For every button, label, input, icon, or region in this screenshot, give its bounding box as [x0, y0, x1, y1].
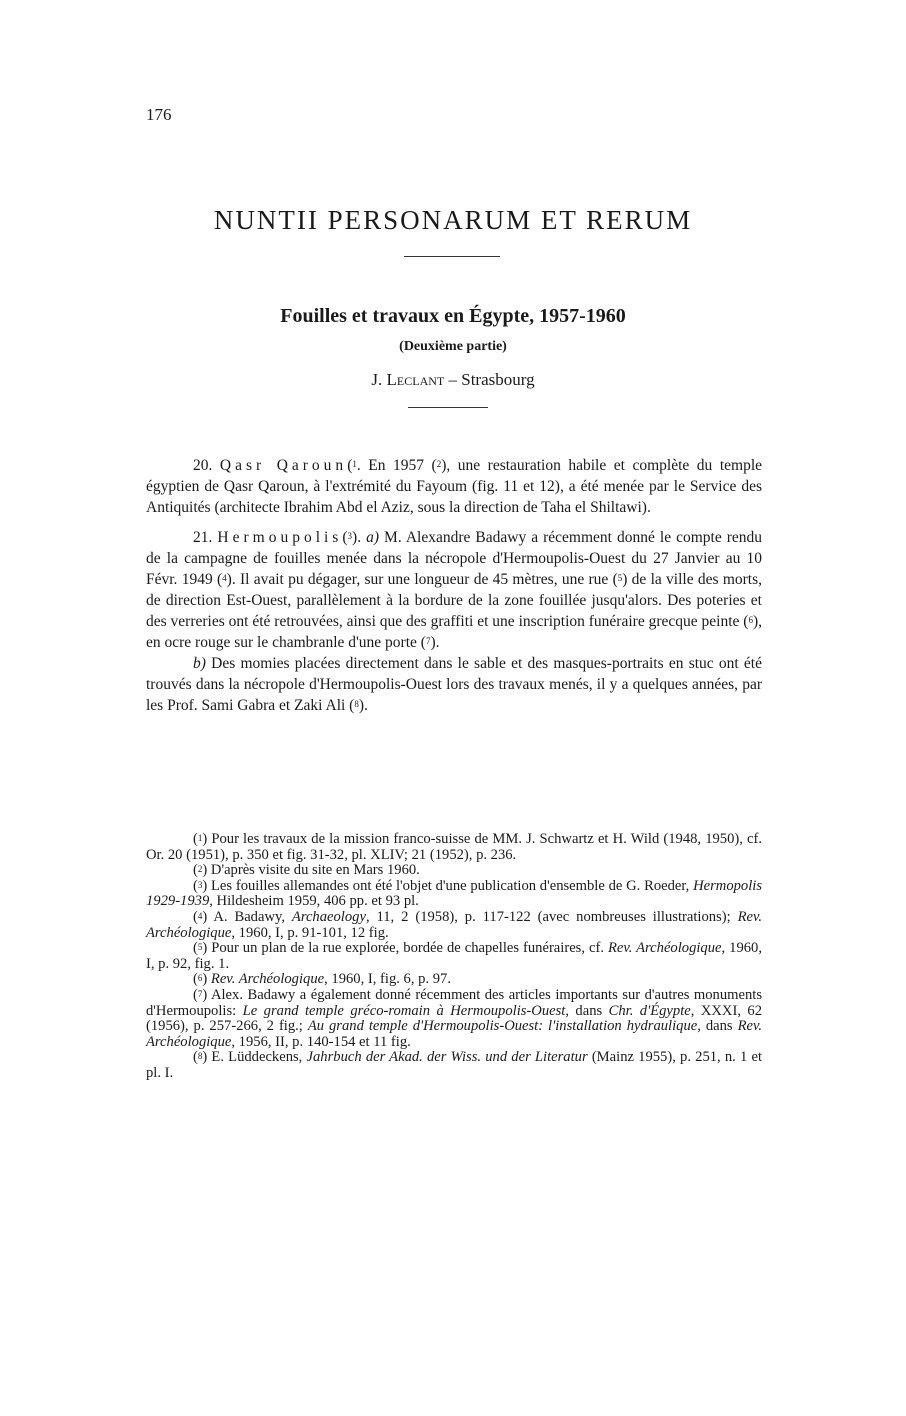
footnote-title: Rev. Archéologique [210, 971, 325, 988]
footnotes [146, 832, 762, 1082]
footnote-title: Rev. Archéologique [146, 908, 762, 941]
footnote-text: , dans [697, 1018, 738, 1035]
footnote-ref: 6 [748, 615, 753, 625]
footnote-text: D'après visite du site en Mars 1960. [207, 862, 420, 879]
footnote-title: Hermopolis 1929-1939 [146, 877, 762, 910]
paragraph-text: ). [430, 634, 440, 651]
article-body [146, 455, 762, 716]
site-name: Qasr Qaroun [219, 457, 348, 474]
footnote: ($^3$) Les fouilles allemandes ont été l'objet d'une publication d'ensemble de G. Roeder, Hermopolis 1929-1939, Hildesheim 1959, 406 pp. et 93 pl. [146, 877, 762, 910]
footnote-text: A. Badawy, [207, 908, 292, 925]
footnote-text: , XXXI, 62 (1956), p. 257-266, 2 fig.; [146, 1002, 763, 1035]
article-subtitle: (Deuxième partie) [399, 339, 507, 354]
footnote-text: E. Lüddeckens, [207, 1049, 307, 1066]
author-line [0, 370, 906, 390]
author-divider [408, 407, 488, 408]
paragraph-text: . En 1957 ( [356, 457, 437, 474]
footnote-text: , 1960, I, p. 92, fig. 1. [146, 940, 762, 972]
footnote: ($^8$) E. Lüddeckens, Jahrbuch der Akad. der Wiss. und der Literatur (Mainz 1955), p. 251, n. 1 et pl. I. [146, 1049, 762, 1081]
footnote-title: Rev. Archéologique [146, 1018, 762, 1050]
footnote-number: 2 [197, 864, 203, 875]
footnote-text: , 1960, I, p. 91-101, 12 fig. [231, 924, 389, 941]
footnote-title: Au grand temple d'Hermoupolis-Ouest: l'installation hydraulique [307, 1018, 698, 1035]
footnote-ref: 4 [222, 573, 227, 583]
footnote-text: , 1956, II, p. 140-154 et 11 fig. [231, 1033, 411, 1050]
footnote-number: 4 [197, 910, 203, 921]
footnote: ($^2$) D'après visite du site en Mars 1960. [193, 862, 420, 879]
paragraph-text: Des momies placées directement dans le sable et des masques-portraits en stuc ont été trouvés dans la nécropole d'Hermoupolis-Ouest lors des travaux menés, il y a quelques années, par les Prof. Sami Gabra et Zaki Ali ( [146, 655, 762, 714]
footnote-text: , 11, 2 (1958), p. 117-122 (avec nombreuses illustrations); [365, 908, 738, 925]
footnote-text: Les fouilles allemandes ont été l'objet d'une publication d'ensemble de G. Roeder, [207, 877, 694, 894]
section-number: 21. [193, 529, 213, 546]
footnote-number: 3 [197, 879, 203, 890]
paragraph-text: ), une restauration habile et complète du temple égyptien de Qasr Qaroun, à l'extrémité du Fayoum (fig. 11 et 12), a été menée par le Service des Antiquités (architecte Ibrahim Abd el Aziz, sous la direction de Taha el Shiltawi). [146, 457, 763, 516]
footnote-number: 8 [197, 1051, 203, 1062]
item-letter: b) [193, 655, 206, 672]
footnote-text: Alex. Badawy a également donné récemment des articles importants sur d'autres monuments d'Hermoupolis: [146, 986, 762, 1019]
footnote-text: Pour les travaux de la mission franco-suisse de MM. J. Schwartz et H. Wild (1948, 1950), cf. Or. 20 (1951), p. 350 et fig. 31-32, pl. XLIV; 21 (1952), p. 236. [146, 831, 762, 863]
footnote-title: Chr. d'Égypte [608, 1002, 691, 1019]
paragraph-text: ) de la ville des morts, de direction Est-Ouest, parallèlement à la bordure de la zone fouillée jusqu'alors. Des poteries et des verreries ont été retrouvées, ainsi que des graffiti et une inscription funéraire grecque peinte ( [146, 571, 762, 630]
page-number: 176 [146, 105, 172, 124]
footnote: ($^7$) Alex. Badawy a également donné récemment des articles importants sur d'autres monuments d'Hermoupolis: Le grand temple gréco-romain à Hermoupolis-Ouest, dans Chr. d'Égypte, XXXI, 62 (1956), p. 257-266, 2 fig.; Au grand temple d'Hermoupolis-Ouest: l'installation hydraulique, dans Rev. Archéologique, 1956, II, p. 140-154 et 11 fig. [146, 986, 763, 1050]
footnote: ($^6$) Rev. Archéologique, 1960, I, fig. 6, p. 97. [193, 971, 451, 988]
footnote-ref: 3 [347, 531, 353, 541]
footnote-title: Le grand temple gréco-romain à Hermoupolis-Ouest [242, 1002, 566, 1019]
footnote-text: , dans [565, 1002, 609, 1019]
author-place: Strasbourg [461, 370, 535, 389]
footnote-text: (Mainz 1955), p. 251, n. 1 et pl. I. [146, 1049, 762, 1081]
paragraph-20: 20. Qasr Qaroun($^1$. En 1957 ($^2$), une restauration habile et complète du temple égyptien de Qasr Qaroun, à l'extrémité du Fayoum (fig. 11 et 12), a été menée par le Service des Antiquités (architecte Ibrahim Abd el Aziz, sous la direction de Taha el Shiltawi). [146, 457, 763, 516]
footnote-ref: 1 [352, 459, 357, 469]
paragraph-text: ). Il avait pu dégager, sur une longueur de 45 mètres, une rue ( [226, 571, 618, 588]
author-separator: – [448, 370, 457, 389]
footnote-title: Rev. Archéologique [607, 940, 722, 957]
footnote-number: 1 [197, 833, 203, 843]
paragraph-text: ), en ocre rouge sur le chambranle d'une porte ( [146, 613, 762, 651]
footnote-ref: 2 [436, 459, 442, 469]
footnote-ref: 8 [354, 699, 359, 709]
footnote-text: , 1960, I, fig. 6, p. 97. [324, 971, 451, 988]
author-initial: J. [371, 370, 383, 389]
section-number: 20. [193, 457, 213, 474]
site-name: Hermoupolis [217, 529, 343, 546]
author-name: Leclant [386, 370, 445, 389]
journal-section-header: NUNTII PERSONARUM ET RERUM [213, 205, 693, 235]
footnote: ($^1$) Pour les travaux de la mission franco-suisse de MM. J. Schwartz et H. Wild (1948, 1950), cf. Or. 20 (1951), p. 350 et fig. 31-32, pl. XLIV; 21 (1952), p. 236. [146, 831, 762, 863]
paragraph-21b [146, 653, 762, 716]
footnote-title: Archaeology [291, 908, 366, 925]
paragraph-21: 21. Hermoupolis($^3$). a) M. Alexandre Badawy a récemment donné le compte rendu de la campagne de fouilles menée dans la nécropole d'Hermoupolis-Ouest du 27 Janvier au 10 Févr. 1949 ($^4$). Il avait pu dégager, sur une longueur de 45 mètres, une rue ($^5$) de la ville des morts, de direction Est-Ouest, parallèlement à la bordure de la zone fouillée jusqu'alors. Des poteries et des verreries ont été retrouvées, ainsi que des graffiti et une inscription funéraire grecque peinte ($^6$), en ocre rouge sur le chambranle d'une porte ($^7$). [146, 529, 763, 651]
article-title: Fouilles et travaux en Égypte, 1957-1960 [280, 305, 626, 327]
footnote-number: 6 [197, 973, 203, 984]
paragraph-text: M. Alexandre Badawy a récemment donné le compte rendu de la campagne de fouilles menée dans la nécropole d'Hermoupolis-Ouest du 27 Janvier au 10 Févr. 1949 ( [146, 529, 763, 588]
header-divider [404, 256, 500, 257]
paragraph-text: . [357, 529, 367, 546]
footnote-title: Jahrbuch der Akad. der Wiss. und der Literatur [306, 1049, 588, 1066]
footnote-ref: 7 [425, 636, 431, 646]
item-letter: a) [366, 529, 380, 546]
footnote-text: Pour un plan de la rue explorée, bordée de chapelles funéraires, cf. [207, 940, 608, 957]
footnote-number: 5 [197, 942, 203, 953]
footnote-number: 7 [197, 988, 203, 999]
footnote: ($^4$) A. Badawy, Archaeology, 11, 2 (1958), p. 117-122 (avec nombreuses illustrations); Rev. Archéologique, 1960, I, p. 91-101, 12 fig. [146, 908, 762, 941]
footnote-ref: 5 [617, 573, 623, 583]
footnote: ($^5$) Pour un plan de la rue explorée, bordée de chapelles funéraires, cf. Rev. Archéologique, 1960, I, p. 92, fig. 1. [146, 940, 762, 972]
footnote-text: , Hildesheim 1959, 406 pp. et 93 pl. [209, 893, 419, 910]
paragraph-text: ). [358, 697, 368, 714]
